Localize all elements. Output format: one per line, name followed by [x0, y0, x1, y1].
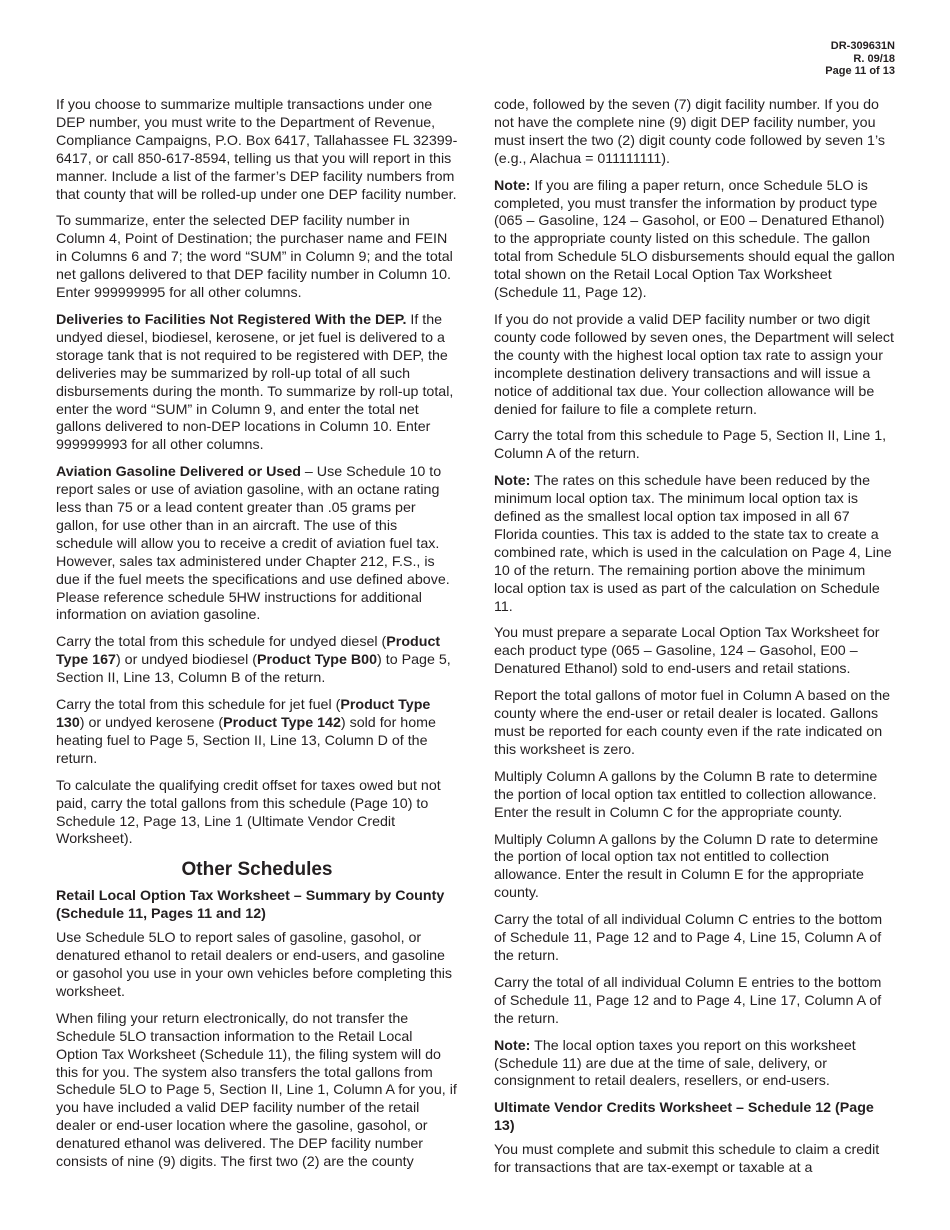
paragraph: Carry the total of all individual Column E entries to the bottom of Schedule 11, Page 12 and to Page 4, Line 17, Column A of the return.	[494, 974, 882, 1027]
subsection-heading: Retail Local Option Tax Worksheet – Summary by County (Schedule 11, Pages 11 and 12)	[56, 888, 445, 923]
form-number: DR-309631N	[830, 40, 895, 52]
section-heading: Other Schedules	[181, 859, 333, 881]
note-label: Note:	[494, 1037, 531, 1054]
paragraph: Report the total gallons of motor fuel in Column A based on the county where the end-user or retail dealer is located. Gallons must be reported for each county even if the rate indicated on this worksheet is zero.	[494, 688, 891, 758]
note-label: Note:	[494, 177, 531, 194]
paragraph: Note: The local option taxes you report on this worksheet (Schedule 11) are due at the time of sale, delivery, or consignment to retail dealers, resellers, or end-users.	[494, 1037, 856, 1090]
paragraph: Use Schedule 5LO to report sales of gasoline, gasohol, or denatured ethanol to retail dealers or end-users, and gasoline or gasohol you use in your own vehicles before completing this worksheet.	[56, 930, 453, 1000]
paragraph: Multiply Column A gallons by the Column D rate to determine the portion of local option tax not entitled to collection allowance. Enter the result in Column E for the appropriate county.	[494, 831, 879, 902]
paragraph: Carry the total from this schedule for jet fuel (Product Type 130) or undyed kerosene (Product Type 142) sold for home heating fuel to Page 5, Section II, Line 13, Column D of the return.	[56, 697, 436, 767]
paragraph: When filing your return electronically, do not transfer the Schedule 5LO transaction information to the Retail Local Option Tax Worksheet (Schedule 11), the filing system will do this for you. The system also transfers the total gallons from Schedule 5LO to Page 5, Section II, Line 1, Column A for you, if you have included a valid DEP facility number of the retail dealer or end-user location where the gasoline, gasohol, or denatured ethanol was delivered. The DEP facility number consists of nine (9) digits. The first two (2) are the county	[56, 1010, 457, 1171]
form-header	[825, 40, 895, 78]
paragraph: Note: If you are filing a paper return, once Schedule 5LO is completed, you must transfer the information by product type (065 – Gasoline, 124 – Gasohol, or E00 – Denatured Ethanol) to the appropriate county listed on this schedule. The gallon total from Schedule 5LO disbursements should equal the gallon total shown on the Retail Local Option Tax Worksheet (Schedule 11, Page 12).	[494, 177, 895, 302]
paragraph: You must prepare a separate Local Option Tax Worksheet for each product type (065 – Gasoline, 124 – Gasohol, E00 – Denatured Ethanol) sold to end-users and retail stations.	[494, 625, 880, 678]
paragraph: If you do not provide a valid DEP facility number or two digit county code followed by seven ones, the Department will select the county with the highest local option tax rate to assign your incomplete destination delivery transactions and will issue a notice of additional tax due. Your collection allowance will be denied for failure to file a complete return.	[494, 311, 895, 418]
paragraph: Carry the total from this schedule to Page 5, Section II, Line 1, Column A of the return.	[494, 428, 887, 463]
paragraph-heading: Aviation Gasoline Delivered or Used	[56, 464, 301, 481]
paragraph: Multiply Column A gallons by the Column B rate to determine the portion of local option tax entitled to collection allowance. Enter the result in Column C for the appropriate county.	[494, 768, 878, 821]
paragraph: code, followed by the seven (7) digit facility number. If you do not have the complete nine (9) digit DEP facility number, you must insert the two (2) digit county code followed by seven 1’s (e.g., Alachua = 011111111).	[494, 97, 886, 167]
paragraph-heading: Deliveries to Facilities Not Registered With the DEP.	[56, 311, 407, 328]
subsection-heading: Ultimate Vendor Credits Worksheet – Schedule 12 (Page 13)	[494, 1100, 874, 1135]
paragraph: To calculate the qualifying credit offset for taxes owed but not paid, carry the total gallons from this schedule (Page 10) to Schedule 12, Page 13, Line 1 (Ultimate Vendor Credit Worksheet).	[56, 777, 441, 848]
form-revision: R. 09/18	[853, 52, 895, 65]
left-column	[56, 97, 458, 1181]
paragraph: If you choose to summarize multiple transactions under one DEP number, you must write to the Department of Revenue, Compliance Campaigns, P.O. Box 6417, Tallahassee FL 32399-6417, or call 850-617-8594, telling us that you will report in this manner. Include a list of the farmer’s DEP facility numbers from that county that will be rolled-up under one DEP facility number.	[56, 97, 458, 203]
paragraph: To summarize, enter the selected DEP facility number in Column 4, Point of Destination; the purchaser name and FEIN in Columns 6 and 7; the word “SUM” in Column 9; and the total net gallons delivered to that DEP facility number in Column 10. Enter 999999995 for all other columns.	[56, 213, 453, 302]
paragraph: Note: The rates on this schedule have been reduced by the minimum local option tax. The minimum local option tax is defined as the smallest local option tax imposed in all 67 Florida counties. This tax is added to the state tax to create a combined rate, which is used in the calculation on Page 4, Line 10 of the return. The remaining portion above the minimum local option tax is used as part of the calculation on Schedule 11.	[494, 473, 892, 615]
note-label: Note:	[494, 473, 531, 490]
paragraph: Carry the total of all individual Column C entries to the bottom of Schedule 11, Page 12 and to Page 4, Line 15, Column A of the return.	[494, 912, 883, 964]
paragraph: Aviation Gasoline Delivered or Used – Use Schedule 10 to report sales or use of aviation gasoline, with an octane rating less than 75 or a lead content greater than .05 grams per gallon, for use other than in an aircraft. The use of this schedule will allow you to receive a credit of aviation fuel tax. However, sales tax administered under Chapter 212, F.S., is due if the fuel meets the specifications and use defined above. Please reference schedule 5HW instructions for additional information on aviation gasoline.	[56, 464, 450, 624]
right-column	[494, 97, 896, 1187]
paragraph: Deliveries to Facilities Not Registered With the DEP. If the undyed diesel, biodiesel, kerosene, or jet fuel is delivered to a storage tank that is not required to be registered with DEP, the deliveries may be summarized by roll-up total of all such disbursements during the month. To summarize by roll-up total, enter the word “SUM” in Column 9, and enter the total net gallons delivered to non-DEP locations in Column 10. Enter 999999993 for all other columns.	[56, 311, 454, 454]
page-number: Page 11 of 13	[825, 65, 895, 77]
paragraph: You must complete and submit this schedule to claim a credit for transactions that are tax-exempt or taxable at a	[494, 1142, 880, 1177]
paragraph: Carry the total from this schedule for undyed diesel (Product Type 167) or undyed biodiesel (Product Type B00) to Page 5, Section II, Line 13, Column B of the return.	[56, 634, 451, 687]
